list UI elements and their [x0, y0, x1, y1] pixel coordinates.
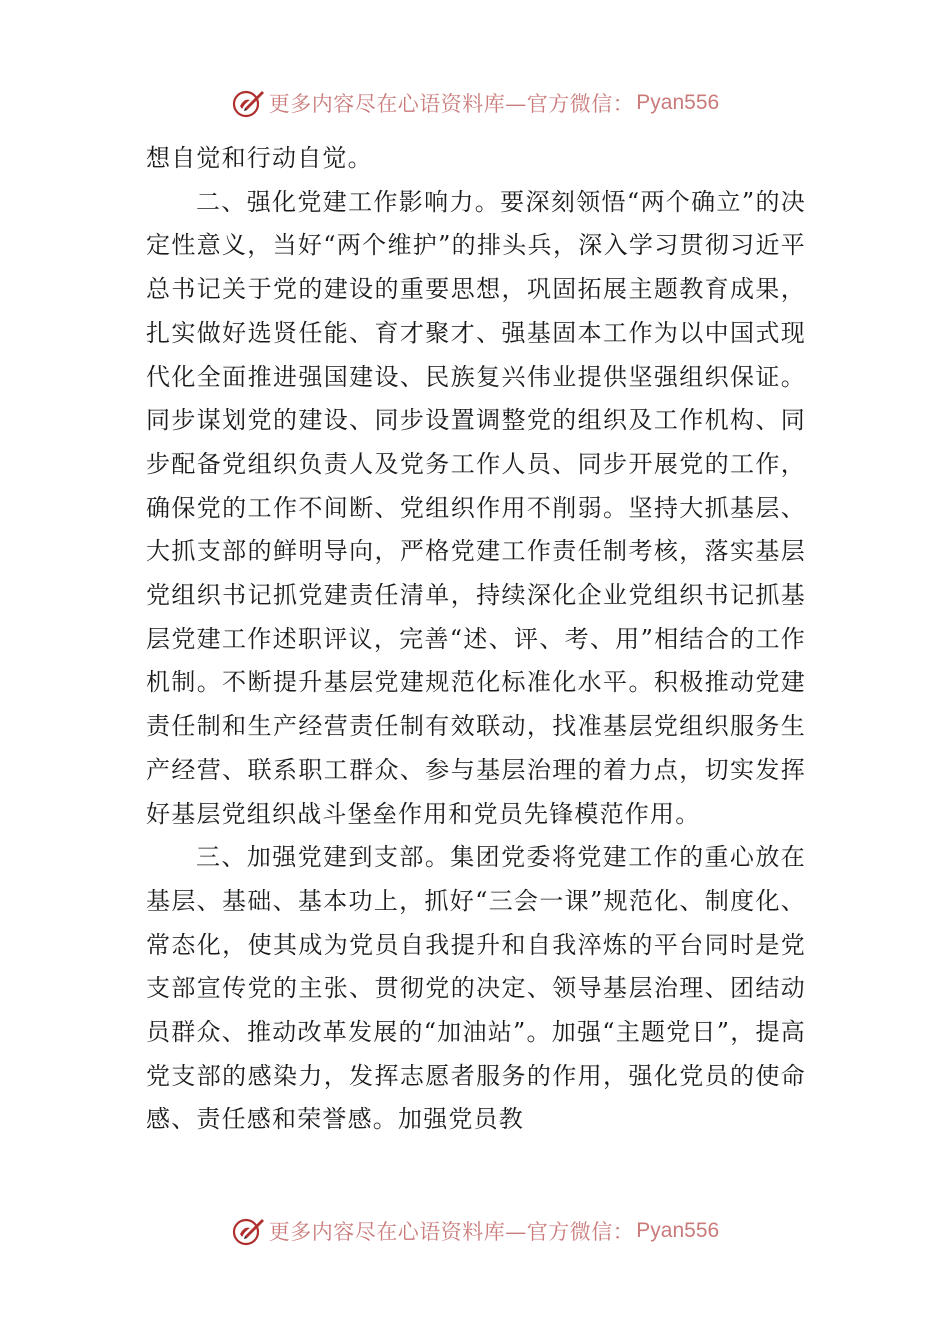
- footer-watermark: [0, 1211, 950, 1251]
- pen-logo-icon: [231, 86, 265, 120]
- watermark-text: 更多内容尽在心语资料库—官方微信：: [268, 92, 635, 116]
- pen-logo-icon: [231, 1214, 265, 1248]
- watermark-text: 更多内容尽在心语资料库—官方微信：: [268, 1220, 635, 1244]
- header-watermark: [0, 83, 950, 123]
- paragraph-section-two: 二、强化党建工作影响力。要深刻领悟“两个确立”的决定性意义，当好“两个维护”的排头兵，深入学习贯彻习近平总书记关于党的建设的重要思想，巩固拓展主题教育成果，扎实做好选贤任能、育才聚才、强基固本工作为以中国式现代化全面推进强国建设、民族复兴伟业提供坚强组织保证。同步谋划党的建设、同步设置调整党的组织及工作机构、同步配备党组织负责人及党务工作人员、同步开展党的工作，确保党的工作不间断、党组织作用不削弱。坚持大抓基层、大抓支部的鲜明导向，严格党建工作责任制考核，落实基层党组织书记抓党建责任清单，持续深化企业党组织书记抓基层党建工作述职评议，完善“述、评、考、用”相结合的工作机制。不断提升基层党建规范化标准化水平。积极推动党建责任制和生产经营责任制有效联动，找准基层党组织服务生产经营、联系职工群众、参与基层治理的着力点，切实发挥好基层党组织战斗堡垒作用和党员先锋模范作用。: [146, 187, 806, 828]
- watermark-wechat-id: Pyan556: [636, 1219, 720, 1242]
- watermark-wechat-id: Pyan556: [636, 91, 720, 114]
- paragraph-continuation: 想自觉和行动自觉。: [146, 144, 373, 172]
- document-body: [146, 137, 806, 1142]
- paragraph-section-three: 三、加强党建到支部。集团党委将党建工作的重心放在基层、基础、基本功上，抓好“三会一课”规范化、制度化、常态化，使其成为党员自我提升和自我淬炼的平台同时是党支部宣传党的主张、贯彻党的决定、领导基层治理、团结动员群众、推动改革发展的“加油站”。加强“主题党日”，提高党支部的感染力，发挥志愿者服务的作用，强化党员的使命感、责任感和荣誉感。加强党员教: [146, 843, 806, 1134]
